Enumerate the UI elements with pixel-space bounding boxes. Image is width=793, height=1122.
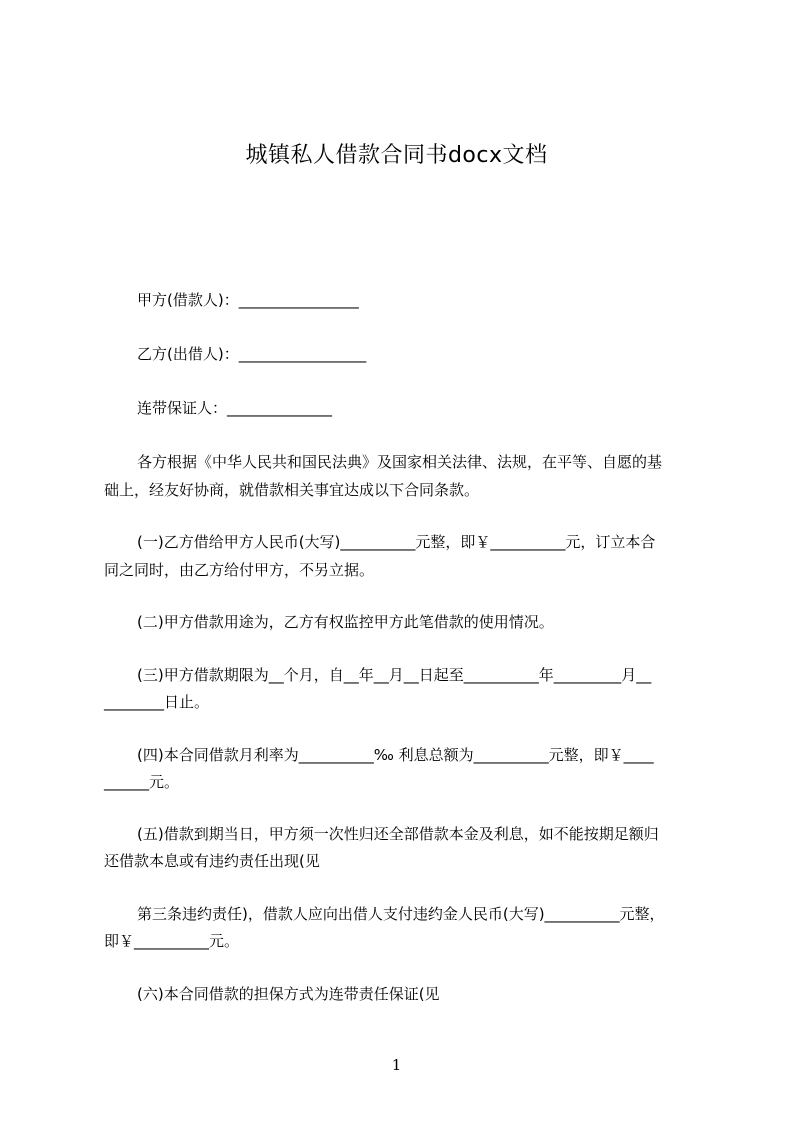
clause-3-line-1: (三)甲方借款期限为__个月，自__年__月__日起至__________年_________月__ (137, 666, 652, 684)
clause-1-line-1: (一)乙方借给甲方人民币(大写)__________元整，即￥__________元，订立本合 (137, 533, 656, 551)
clause-5-line-2: 还借款本息或有违约责任出现(见 (104, 852, 320, 870)
clause-1-line-2: 同之同时，由乙方给付甲方，不另立据。 (104, 561, 375, 579)
clause-4-line-1: (四)本合同借款月利率为__________‰ 利息总额为__________元整，即￥____ (137, 746, 654, 764)
clause-3-line-2: ________日止。 (104, 693, 210, 711)
clause-5-line-3: 第三条违约责任)，借款人应向出借人支付违约金人民币(大写)__________元整， (137, 905, 665, 923)
preamble-line-1: 各方根据《中华人民共和国民法典》及国家相关法律、法规，在平等、自愿的基 (137, 453, 663, 471)
document-title: 城镇私人借款合同书docx文档 (245, 143, 548, 168)
clause-5-line-4: 即￥__________元。 (104, 932, 240, 950)
party-a-line: 甲方(借款人)：________________ (137, 291, 359, 309)
clause-4-line-2: ______元。 (104, 773, 180, 791)
clause-6-line-1: (六)本合同借款的担保方式为连带责任保证(见 (137, 985, 440, 1003)
party-b-line: 乙方(出借人)：_________________ (137, 345, 367, 363)
clause-2-line-1: (二)甲方借款用途为，乙方有权监控甲方此笔借款的使用情况。 (137, 613, 554, 631)
page-number: 1 (391, 1056, 402, 1074)
preamble-line-2: 础上，经友好协商，就借款相关事宜达成以下合同条款。 (104, 481, 480, 499)
guarantor-line: 连带保证人：______________ (137, 399, 333, 417)
clause-5-line-1: (五)借款到期当日，甲方须一次性归还全部借款本金及利息，如不能按期足额归 (137, 825, 659, 843)
